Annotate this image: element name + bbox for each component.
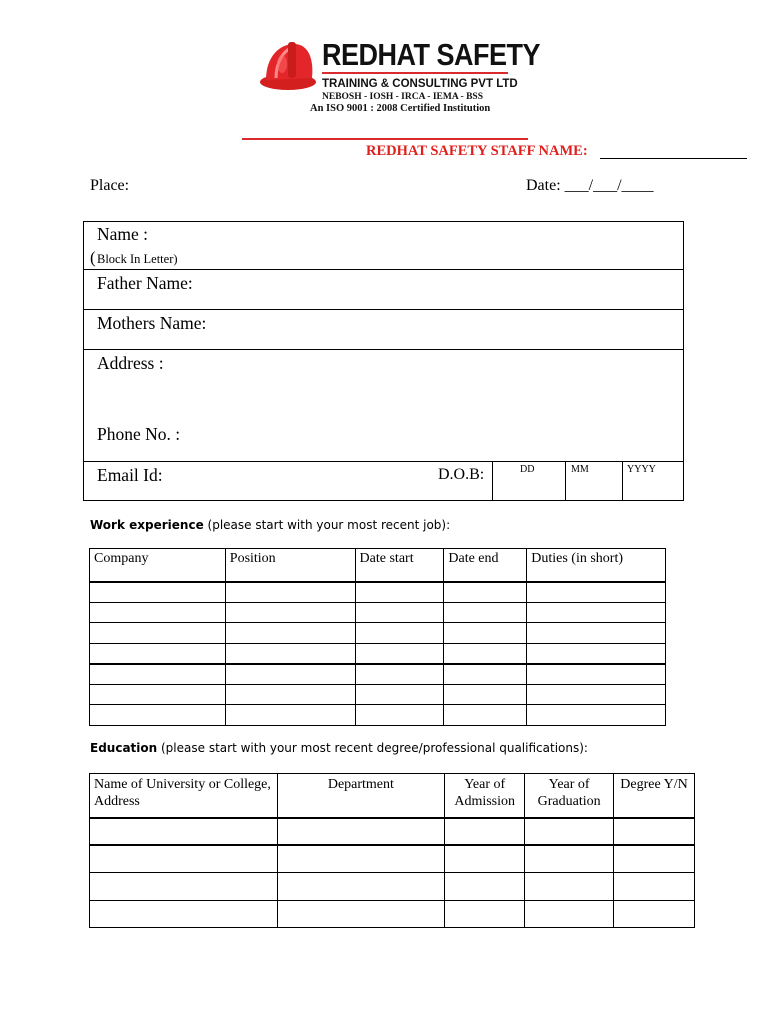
logo-brand-text: REDHAT SAFETY <box>322 38 541 72</box>
table-cell[interactable] <box>445 900 525 928</box>
dob-month[interactable]: MM <box>571 464 589 475</box>
table-cell[interactable] <box>90 818 278 846</box>
staff-name-field[interactable] <box>600 158 747 159</box>
table-cell[interactable] <box>90 582 226 603</box>
table-row <box>90 900 695 928</box>
table-cell[interactable] <box>445 873 525 901</box>
date-field[interactable]: Date: ___/___/____ <box>526 177 654 194</box>
education-heading-bold: Education <box>90 741 158 755</box>
work-experience-table <box>89 548 666 726</box>
table-row <box>90 845 695 873</box>
table-cell[interactable] <box>445 818 525 846</box>
education-heading-note: (please start with your most recent degree/professional qualifications): <box>157 741 588 755</box>
table-cell[interactable] <box>225 623 355 644</box>
table-cell[interactable] <box>90 643 226 664</box>
table-cell[interactable] <box>355 602 444 623</box>
address-label[interactable]: Address : <box>97 353 164 373</box>
hard-hat-icon <box>258 38 320 100</box>
table-cell[interactable] <box>444 582 527 603</box>
table-row <box>90 582 666 603</box>
phone-label[interactable]: Phone No. : <box>97 424 181 444</box>
table-cell[interactable] <box>225 664 355 685</box>
table-row <box>90 873 695 901</box>
table-cell[interactable] <box>355 582 444 603</box>
table-cell[interactable] <box>277 873 445 901</box>
logo-subtitle: TRAINING & CONSULTING PVT LTD <box>322 78 518 90</box>
table-cell[interactable] <box>614 818 695 846</box>
table-cell[interactable] <box>355 705 444 726</box>
divider <box>565 461 566 501</box>
table-cell[interactable] <box>90 684 226 705</box>
col-year-graduation: Year of Graduation <box>525 774 614 818</box>
table-cell[interactable] <box>614 845 695 873</box>
table-cell[interactable] <box>527 684 666 705</box>
table-header-row <box>90 549 666 582</box>
table-header-row <box>90 774 695 818</box>
divider <box>492 461 493 501</box>
mother-name-label[interactable]: Mothers Name: <box>97 313 207 333</box>
table-cell[interactable] <box>90 623 226 644</box>
email-label[interactable]: Email Id: <box>97 465 163 485</box>
table-row <box>90 705 666 726</box>
logo-iso: An ISO 9001 : 2008 Certified Institution <box>310 103 491 114</box>
col-duties: Duties (in short) <box>527 549 666 582</box>
staff-name-label: REDHAT SAFETY STAFF NAME: <box>366 143 588 159</box>
table-cell[interactable] <box>355 664 444 685</box>
table-cell[interactable] <box>614 873 695 901</box>
col-degree: Degree Y/N <box>614 774 695 818</box>
table-cell[interactable] <box>225 643 355 664</box>
table-row <box>90 643 666 664</box>
table-cell[interactable] <box>225 684 355 705</box>
dob-year[interactable]: YYYY <box>627 464 656 475</box>
table-row <box>90 602 666 623</box>
table-cell[interactable] <box>444 664 527 685</box>
table-cell[interactable] <box>225 705 355 726</box>
logo-bodies: NEBOSH - IOSH - IRCA - IEMA - BSS <box>322 92 484 102</box>
dob-day[interactable]: DD <box>520 464 535 475</box>
table-cell[interactable] <box>90 664 226 685</box>
table-cell[interactable] <box>444 602 527 623</box>
table-cell[interactable] <box>277 845 445 873</box>
col-position: Position <box>225 549 355 582</box>
table-cell[interactable] <box>527 582 666 603</box>
col-date-end: Date end <box>444 549 527 582</box>
table-cell[interactable] <box>90 602 226 623</box>
father-name-label[interactable]: Father Name: <box>97 273 193 293</box>
table-row <box>90 818 695 846</box>
table-cell[interactable] <box>525 873 614 901</box>
col-year-admission: Year of Admission <box>445 774 525 818</box>
divider <box>622 461 623 501</box>
table-row <box>90 684 666 705</box>
work-heading-note: (please start with your most recent job): <box>203 518 451 532</box>
table-cell[interactable] <box>527 643 666 664</box>
table-cell[interactable] <box>90 873 278 901</box>
col-university: Name of University or College, Address <box>90 774 278 818</box>
col-company: Company <box>90 549 226 582</box>
table-cell[interactable] <box>355 684 444 705</box>
header-rule <box>242 138 528 140</box>
table-cell[interactable] <box>355 623 444 644</box>
education-heading <box>90 741 588 755</box>
table-row <box>90 623 666 644</box>
col-date-start: Date start <box>355 549 444 582</box>
block-letter-note: Block In Letter) <box>97 252 178 266</box>
divider <box>84 309 683 310</box>
table-cell[interactable] <box>527 664 666 685</box>
table-cell[interactable] <box>525 900 614 928</box>
place-label: Place: <box>90 177 130 194</box>
table-cell[interactable] <box>90 705 226 726</box>
table-cell[interactable] <box>527 705 666 726</box>
table-cell[interactable] <box>527 602 666 623</box>
divider <box>84 349 683 350</box>
logo-rule <box>322 72 508 74</box>
name-label: Name : <box>97 224 149 244</box>
divider <box>84 269 683 270</box>
table-cell[interactable] <box>525 845 614 873</box>
personal-details-box <box>83 221 684 501</box>
table-cell[interactable] <box>90 845 278 873</box>
table-cell[interactable] <box>355 643 444 664</box>
company-logo <box>258 38 541 118</box>
table-cell[interactable] <box>277 900 445 928</box>
work-heading-bold: Work experience <box>90 518 204 532</box>
col-department: Department <box>277 774 445 818</box>
work-experience-heading <box>90 518 450 532</box>
table-cell[interactable] <box>225 582 355 603</box>
block-open-paren: ( <box>90 248 96 267</box>
table-cell[interactable] <box>527 623 666 644</box>
table-cell[interactable] <box>444 684 527 705</box>
table-cell[interactable] <box>444 705 527 726</box>
table-cell[interactable] <box>444 623 527 644</box>
divider <box>84 461 683 462</box>
table-cell[interactable] <box>90 900 278 928</box>
table-cell[interactable] <box>225 602 355 623</box>
table-cell[interactable] <box>614 900 695 928</box>
table-cell[interactable] <box>444 643 527 664</box>
education-table <box>89 773 695 928</box>
table-cell[interactable] <box>525 818 614 846</box>
table-row <box>90 664 666 685</box>
table-cell[interactable] <box>277 818 445 846</box>
table-cell[interactable] <box>445 845 525 873</box>
dob-label: D.O.B: <box>438 466 485 483</box>
